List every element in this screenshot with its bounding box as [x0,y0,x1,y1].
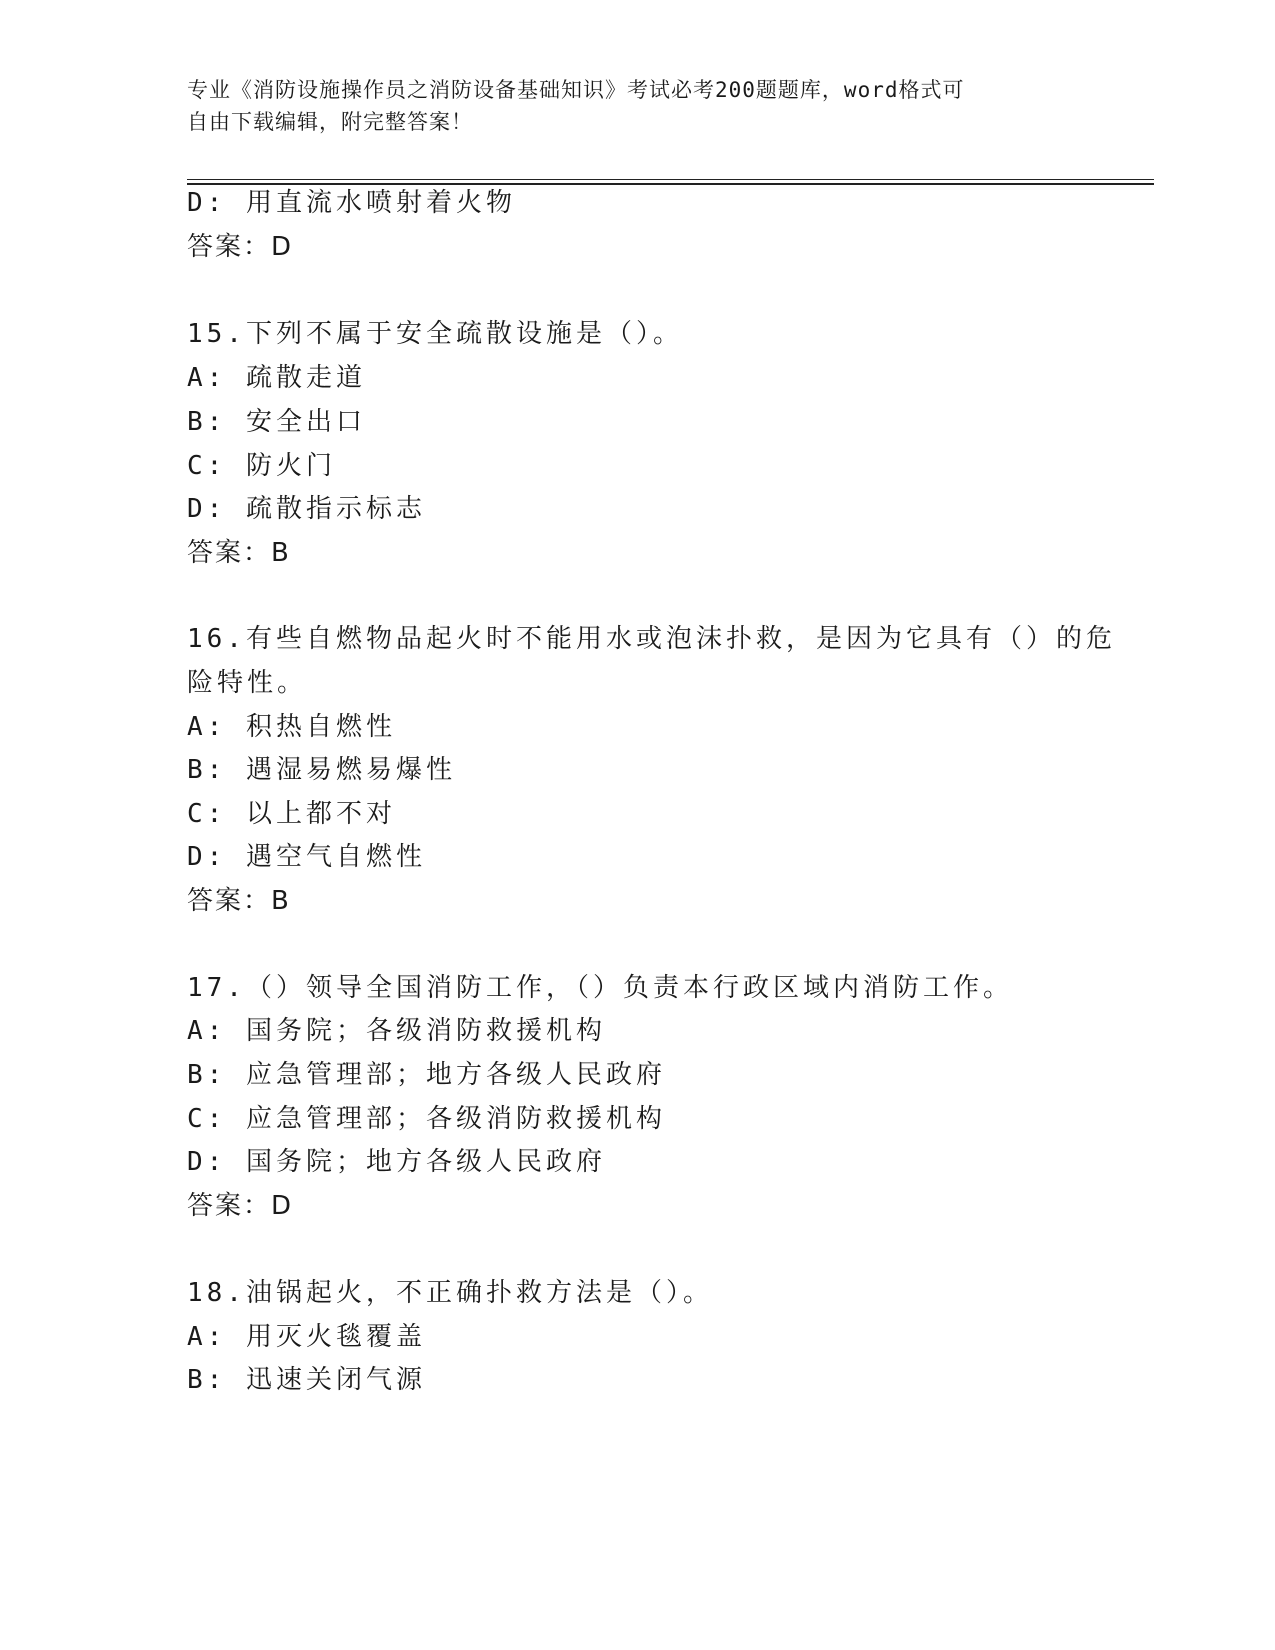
q18-option-a: A: 用灭火毯覆盖 [187,1322,426,1352]
header-divider-thick [187,183,1154,185]
q15-option-b: B: 安全出口 [187,407,366,437]
q17-option-b: B: 应急管理部；地方各级人民政府 [187,1060,666,1090]
q14-option-d: D: 用直流水喷射着火物 [187,188,516,218]
q15-option-c: C: 防火门 [187,451,336,481]
q14-answer: 答案：D [187,232,294,262]
q15-option-d: D: 疏散指示标志 [187,494,426,524]
q15-stem: 15.下列不属于安全疏散设施是（）。 [187,319,683,349]
q16-option-b: B: 遇湿易燃易爆性 [187,755,456,785]
q15-answer: 答案：B [187,538,291,568]
q17-option-a: A: 国务院；各级消防救援机构 [187,1016,606,1046]
q15-option-a: A: 疏散走道 [187,363,366,393]
header-line-1: 专业《消防设施操作员之消防设备基础知识》考试必考200题题库，word格式可 [187,78,965,102]
q16-stem-line-2: 险特性。 [187,668,308,698]
q16-stem-line-1: 16.有些自燃物品起火时不能用水或泡沫扑救，是因为它具有（）的危 [187,624,1116,654]
q16-answer: 答案：B [187,886,291,916]
q17-option-c: C: 应急管理部；各级消防救援机构 [187,1104,666,1134]
q16-option-d: D: 遇空气自燃性 [187,842,426,872]
q18-stem: 18.油锅起火，不正确扑救方法是（）。 [187,1278,713,1308]
q17-option-d: D: 国务院；地方各级人民政府 [187,1147,606,1177]
q17-answer: 答案：D [187,1191,294,1221]
q16-option-a: A: 积热自燃性 [187,712,396,742]
document-header [187,74,1087,138]
header-line-2: 自由下载编辑，附完整答案！ [187,110,473,134]
header-divider-thin [187,179,1154,180]
q17-stem: 17.（）领导全国消防工作，（）负责本行政区域内消防工作。 [187,973,1013,1003]
q18-option-b: B: 迅速关闭气源 [187,1365,426,1395]
q16-option-c: C: 以上都不对 [187,799,396,829]
